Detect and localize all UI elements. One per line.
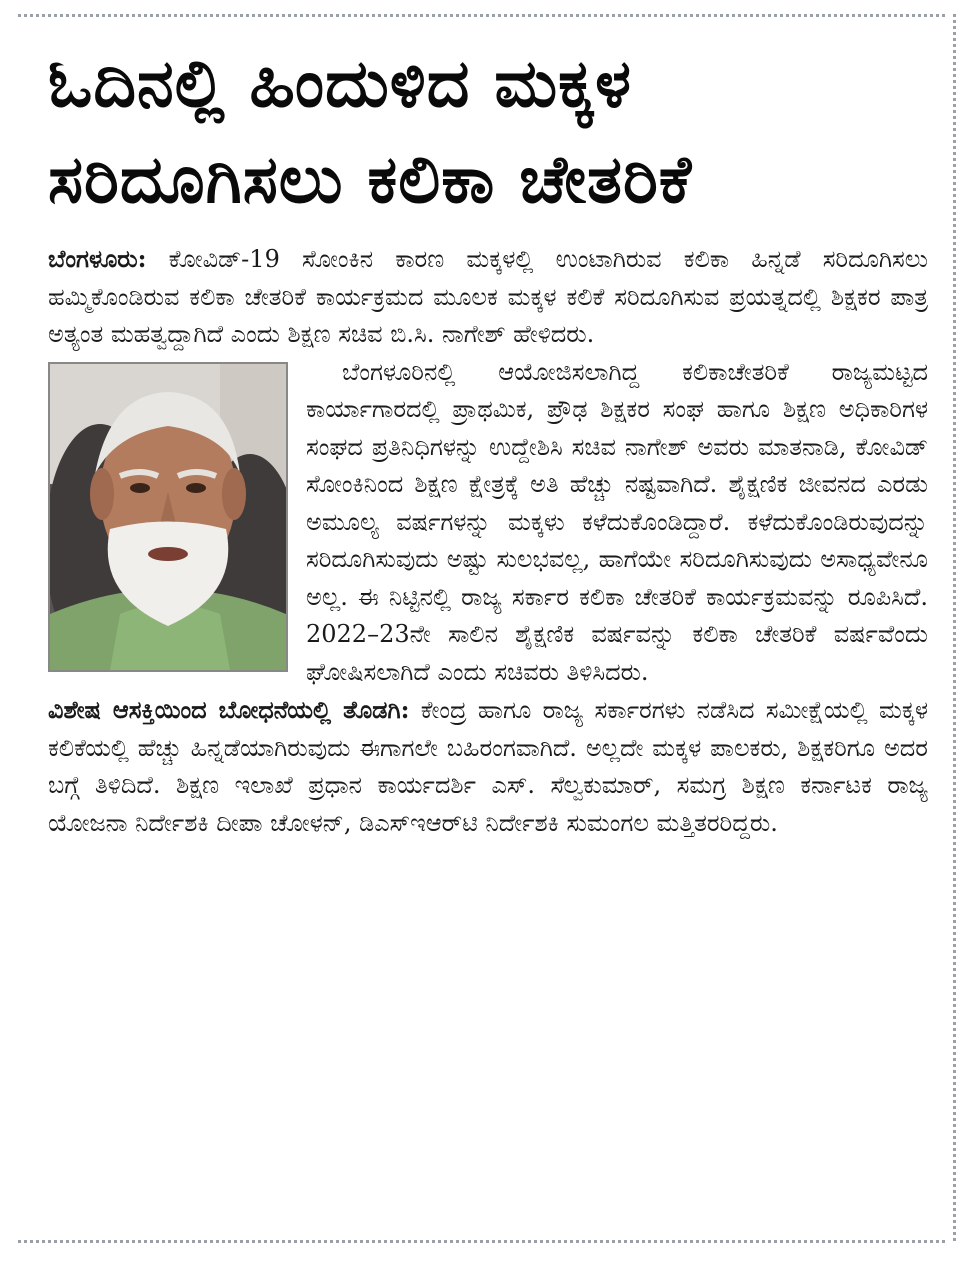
dotted-border-bottom [18,1240,948,1243]
headline-line-2: ಸರಿದೂಗಿಸಲು ಕಲಿಕಾ ಚೇತರಿಕೆ [48,141,693,218]
paragraph-1-text: ಕೋವಿಡ್‌-19 ಸೋಂಕಿನ ಕಾರಣ ಮಕ್ಕಳಲ್ಲಿ ಉಂಟಾಗಿರುವ ಕಲಿಕಾ ಹಿನ್ನಡೆ ಸರಿದೂಗಿಸಲು ಹಮ್ಮಿಕೊಂಡಿರುವ ಕಲಿಕಾ ಚೇತರಿಕೆ ಕಾರ್ಯಕ್ರಮದ ಮೂಲಕ ಮಕ್ಕಳ ಕಲಿಕೆ ಸರಿದೂಗಿಸುವ ಪ್ರಯತ್ನದಲ್ಲಿ ಶಿಕ್ಷಕರ ಪಾತ್ರ ಅತ್ಯಂತ ಮಹತ್ವದ್ದಾಗಿದೆ ಎಂದು ಶಿಕ್ಷಣ ಸಚಿವ ಬಿ.ಸಿ. ನಾಗೇಶ್‌ ಹೇಳಿದರು. [48,245,928,348]
article-paragraph-3 [48,691,928,842]
article-paragraph-1 [48,240,928,354]
article-paragraph-2: ಬೆಂಗಳೂರಿನಲ್ಲಿ ಆಯೋಜಿಸಲಾಗಿದ್ದ ಕಲಿಕಾಚೇತರಿಕೆ ರಾಜ್ಯಮಟ್ಟದ ಕಾರ್ಯಾಗಾರದಲ್ಲಿ ಪ್ರಾಥಮಿಕ, ಪ್ರೌಢ ಶಿಕ್ಷಕರ ಸಂಘ ಹಾಗೂ ಶಿಕ್ಷಣ ಅಧಿಕಾರಿಗಳ ಸಂಘದ ಪ್ರತಿನಿಧಿಗಳನ್ನು ಉದ್ದೇಶಿಸಿ ಸಚಿವ ನಾಗೇಶ್‌ ಅವರು ಮಾತನಾಡಿ, ಕೋವಿಡ್‌ ಸೋಂಕಿನಿಂದ ಶಿಕ್ಷಣ ಕ್ಷೇತ್ರಕ್ಕೆ ಅತಿ ಹೆಚ್ಚು ನಷ್ಟವಾಗಿದೆ. ಶೈಕ್ಷಣಿಕ ಜೀವನದ ಎರಡು ಅಮೂಲ್ಯ ವರ್ಷಗಳನ್ನು ಮಕ್ಕಳು ಕಳೆದುಕೊಂಡಿದ್ದಾರೆ. ಕಳೆದುಕೊಂಡಿರುವುದನ್ನು ಸರಿದೂಗಿಸುವುದು ಅಷ್ಟು ಸುಲಭವಲ್ಲ, ಹಾಗೆಯೇ ಸರಿದೂಗಿಸುವುದು ಅಸಾಧ್ಯವೇನೂ ಅಲ್ಲ. ಈ ನಿಟ್ಟಿನಲ್ಲಿ ರಾಜ್ಯ ಸರ್ಕಾರ ಕಲಿಕಾ ಚೇತರಿಕೆ ಕಾರ್ಯಕ್ರಮವನ್ನು ರೂಪಿಸಿದೆ. 2022–23ನೇ ಸಾಲಿನ ಶೈಕ್ಷಣಿಕ ವರ್ಷವನ್ನು ಕಲಿಕಾ ಚೇತರಿಕೆ ವರ್ಷವೆಂದು ಘೋಷಿಸಲಾಗಿದೆ ಎಂದು ಸಚಿವರು ತಿಳಿಸಿದರು. [306,357,928,686]
portrait-photo [48,362,288,672]
newspaper-clipping [18,14,948,1229]
article-body [48,240,928,842]
headline-line-1: ಓದಿನಲ್ಲಿ ಹಿಂದುಳಿದ ಮಕ್ಕಳ [48,45,632,122]
dotted-border-top [18,14,948,17]
portrait-photo-icon [50,364,286,670]
dotted-border-right [953,14,956,1243]
headline [48,36,928,228]
paragraph-3-text: ಕೇಂದ್ರ ಹಾಗೂ ರಾಜ್ಯ ಸರ್ಕಾರಗಳು ನಡೆಸಿದ ಸಮೀಕ್ಷೆಯಲ್ಲಿ ಮಕ್ಕಳ ಕಲಿಕೆಯಲ್ಲಿ ಹೆಚ್ಚು ಹಿನ್ನಡೆಯಾಗಿರುವುದು ಈಗಾಗಲೇ ಬಹಿರಂಗವಾಗಿದೆ. ಅಲ್ಲದೇ ಮಕ್ಕಳ ಪಾಲಕರು, ಶಿಕ್ಷಕರಿಗೂ ಅದರ ಬಗ್ಗೆ ತಿಳಿದಿದೆ. ಶಿಕ್ಷಣ ಇಲಾಖೆ ಪ್ರಧಾನ ಕಾರ್ಯದರ್ಶಿ ಎಸ್‌. ಸೆಲ್ವಕುಮಾರ್‌, ಸಮಗ್ರ ಶಿಕ್ಷಣ ಕರ್ನಾಟಕ ರಾಜ್ಯ ಯೋಜನಾ ನಿರ್ದೇಶಕಿ ದೀಪಾ ಚೋಳನ್‌, ಡಿಎಸ್‌ಇಆರ್‌ಟಿ ನಿರ್ದೇಶಕಿ ಸುಮಂಗಲ ಮತ್ತಿತರರಿದ್ದರು. [48,696,928,837]
subheading: ವಿಶೇಷ ಆಸಕ್ತಿಯಿಂದ ಬೋಧನೆಯಲ್ಲಿ ತೊಡಗಿ: [48,695,410,724]
dateline: ಬೆಂಗಳೂರು: [48,244,147,273]
